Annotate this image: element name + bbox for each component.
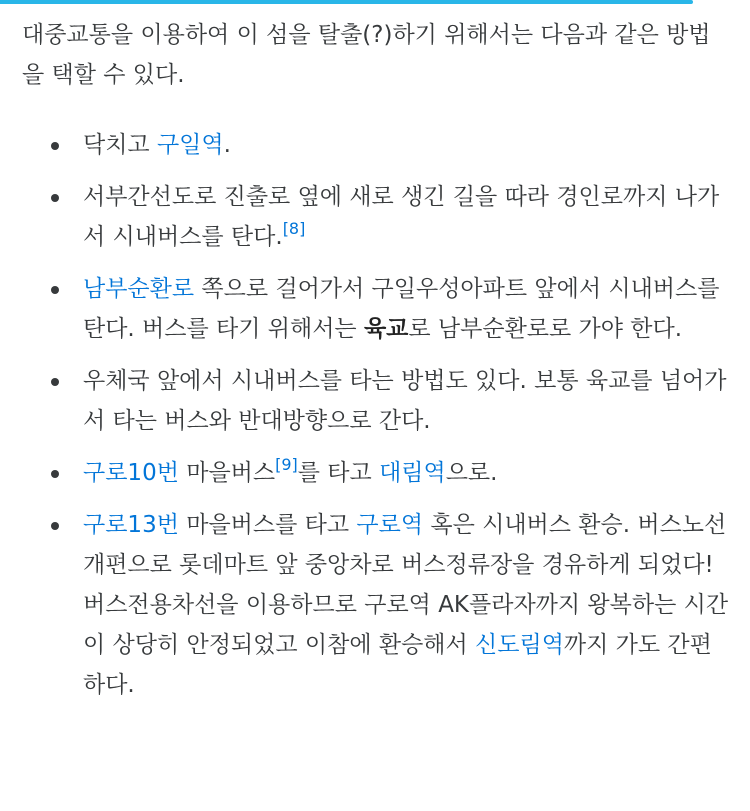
list-item (0, 505, 750, 705)
bullet-icon (51, 286, 59, 294)
link-daerim-station[interactable]: 대림역 (379, 460, 446, 486)
item-text: 쪽으로 걸어가서 구일우성아파트 앞에서 시내버스를 탄다. 버스를 타기 위해서는 (83, 276, 720, 342)
footnote-link-9[interactable]: [9] (275, 455, 298, 474)
link-guil-station[interactable]: 구일역 (156, 132, 224, 158)
item-text: 닥치고 (83, 132, 157, 158)
item-text: 서부간선도로 진출로 옆에 새로 생긴 길을 따라 경인로까지 나가서 시내버스를 탄다. (83, 184, 720, 250)
item-text: . (223, 132, 231, 158)
item-text: 를 타고 (297, 460, 380, 486)
list-item (0, 125, 750, 165)
list-item (0, 269, 750, 349)
bullet-icon (51, 522, 59, 530)
item-text: 마을버스를 타고 (178, 512, 357, 538)
item-text: 까지 가도 간편하다. (83, 632, 712, 698)
bullet-icon (51, 142, 59, 150)
item-text: 마을버스 (178, 460, 276, 486)
bullet-icon (51, 470, 59, 478)
item-text: 혹은 시내버스 환승. 버스노선 개편으로 롯데마트 앞 중앙차로 버스정류장을 경유하게 되었다! 버스전용차선을 이용하므로 구로역 AK플라자까지 왕복하는 시간이 상당히 안정되었고 이참에 환승해서 (83, 512, 729, 658)
link-guro-station[interactable]: 구로역 (356, 512, 424, 538)
item-text: 우체국 앞에서 시내버스를 타는 방법도 있다. 보통 육교를 넘어가서 타는 버스와 반대방향으로 간다. (83, 368, 727, 434)
bullet-icon (51, 194, 59, 202)
link-guro-13-bus[interactable]: 구로13번 (83, 512, 179, 538)
link-sindorim-station[interactable]: 신도림역 (475, 632, 564, 658)
accent-bar (0, 0, 693, 4)
link-guro-10-bus[interactable]: 구로10번 (83, 460, 179, 486)
list-item (0, 177, 750, 257)
bold-text: 육교 (363, 316, 409, 342)
intro-paragraph: 대중교통을 이용하여 이 섬을 탈출(?)하기 위해서는 다음과 같은 방법을 택할 수 있다. (22, 22, 711, 88)
item-text: 로 남부순환로로 가야 한다. (408, 316, 683, 342)
bullet-icon (51, 378, 59, 386)
item-text: 으로. (445, 460, 498, 486)
list-item (0, 453, 750, 493)
transport-list (0, 125, 750, 717)
footnote-link-8[interactable]: [8] (282, 219, 306, 238)
list-item (0, 361, 750, 441)
link-nambu-beltway[interactable]: 남부순환로 (83, 276, 195, 302)
